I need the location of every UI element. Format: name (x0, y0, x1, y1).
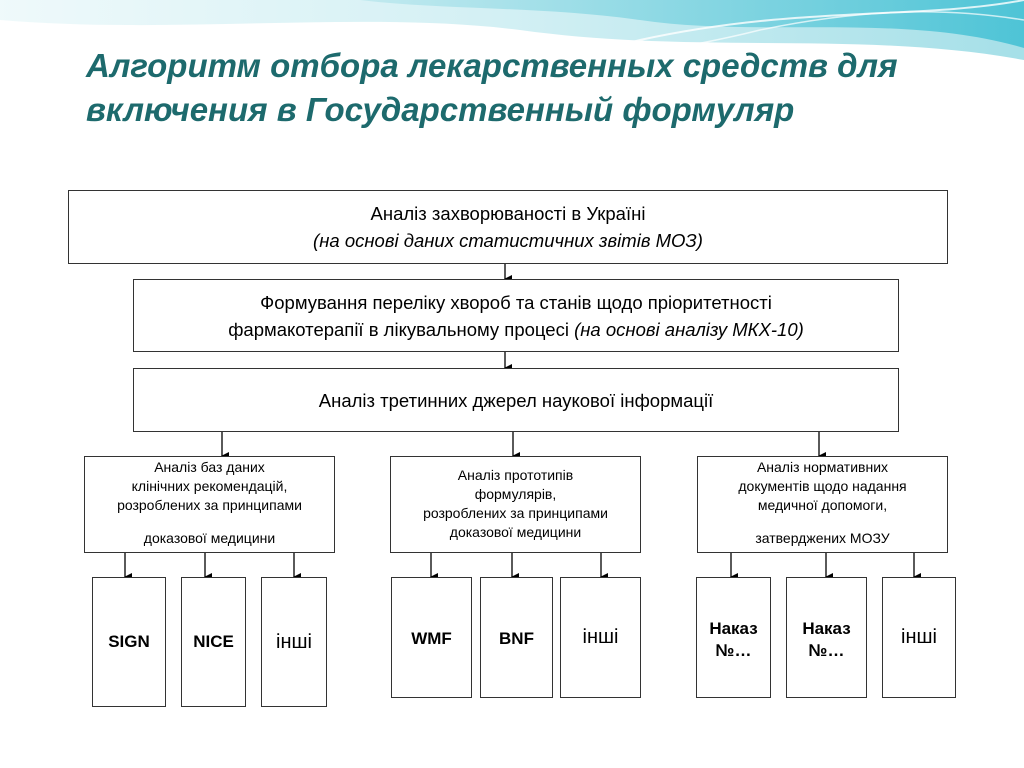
leaf-wmf-label: WMF (411, 629, 452, 648)
branch2-line4: доказової медицини (449, 524, 582, 540)
branch1-line2: клінічних рекомендацій, (131, 478, 288, 494)
branch-regulatory-documents (697, 456, 948, 553)
leaf-bnf (480, 577, 553, 698)
leaf-sign-label: SIGN (108, 632, 150, 651)
step2-source-note: (на основі аналізу МКХ-10) (574, 318, 804, 340)
branch-clinical-guidelines (84, 456, 335, 553)
slide-title (86, 44, 986, 132)
leaf-order-2 (786, 577, 867, 698)
step1-source-note: (на основі даних статистичних звітів МОЗ) (313, 230, 703, 251)
leaf-nice-label: NICE (193, 632, 234, 651)
branch2-line1: Аналіз прототипів (457, 467, 574, 483)
branch3-line4: затверджених МОЗУ (755, 530, 890, 546)
step2-text-line2: фармакотерапії в лікувальному процесі (на основі аналізу МКХ-10) (228, 318, 804, 340)
branch3-line2: документів щодо надання (738, 478, 907, 494)
branch1-line3: розроблених за принципами (117, 497, 302, 513)
leaf-other-documents (882, 577, 956, 698)
leaf-bnf-label: BNF (499, 629, 534, 648)
branch2-line2: формулярів, (474, 486, 557, 502)
branch2-line3: розроблених за принципами (423, 505, 608, 521)
title-line-1: Алгоритм отбора лекарственных средств для (86, 47, 898, 84)
leaf-order-2-label: Наказ №… (802, 619, 851, 660)
branch3-line1: Аналіз нормативних (756, 459, 889, 475)
step-tertiary-sources-analysis (133, 368, 899, 432)
branch3-line3: медичної допомоги, (757, 497, 888, 513)
title-line-2: включения в Государственный формуляр (86, 91, 795, 128)
step-disease-list-formation (133, 279, 899, 352)
leaf-nice (181, 577, 246, 707)
leaf-other-guidelines (261, 577, 327, 707)
leaf-other-label: інші (582, 626, 619, 648)
branch1-line1: Аналіз баз даних (154, 459, 265, 475)
step-morbidity-analysis (68, 190, 948, 264)
step2-text: Формування переліку хвороб та станів щодо пріоритетності (260, 291, 772, 313)
leaf-other-formularies (560, 577, 641, 698)
leaf-sign (92, 577, 166, 707)
branch1-line4: доказової медицини (143, 530, 276, 546)
leaf-wmf (391, 577, 472, 698)
leaf-other-label: інші (276, 631, 312, 653)
leaf-order-1 (696, 577, 771, 698)
leaf-order-1-label: Наказ №… (709, 619, 758, 660)
step3-text: Аналіз третинних джерел наукової інформації (318, 389, 714, 411)
leaf-other-label: інші (901, 626, 937, 648)
branch-formulary-prototypes (390, 456, 641, 553)
step1-text: Аналіз захворюваності в Україні (370, 203, 646, 224)
